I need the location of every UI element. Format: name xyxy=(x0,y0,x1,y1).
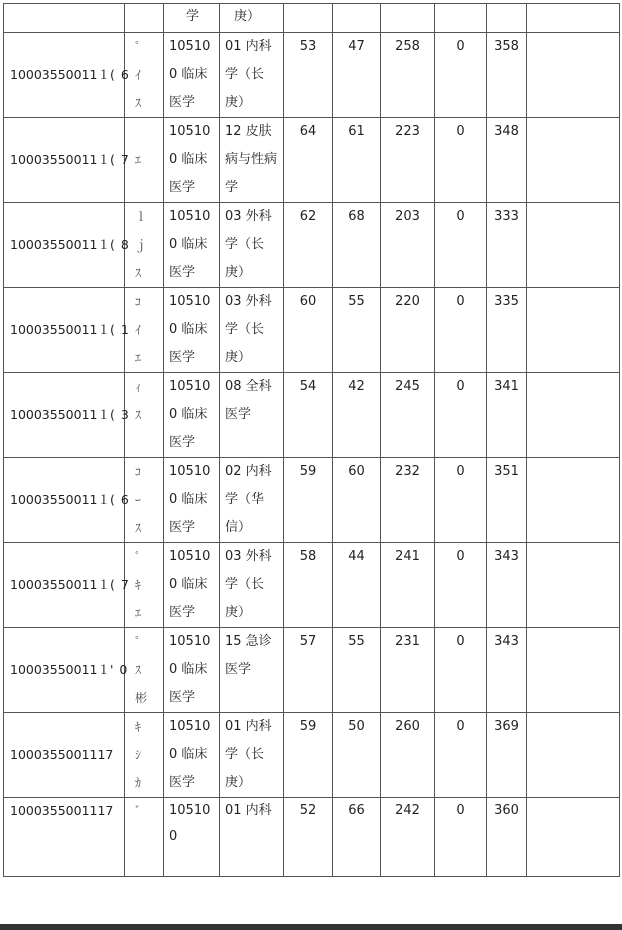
cell-name xyxy=(125,543,164,628)
name-glyph: ｽ xyxy=(135,408,142,422)
cell-score: 0 xyxy=(435,288,487,373)
cell-id xyxy=(4,33,129,118)
cell-id xyxy=(4,543,129,628)
cell-major: 105100 临床医学 xyxy=(164,543,220,628)
cell-name xyxy=(125,458,164,543)
name-glyph: ｺ xyxy=(135,295,142,309)
name-glyph: ｷ xyxy=(135,578,142,592)
name-glyph: ｌ xyxy=(135,210,148,224)
name-glyph: ｴ xyxy=(135,351,142,365)
student-id: 10003550011１( xyxy=(10,152,115,167)
cell-score: 54 xyxy=(284,373,333,458)
cell-score: 0 xyxy=(435,203,487,288)
name-glyph: ｽ xyxy=(135,96,142,110)
cell-direction: 12 皮肤病与性病学 xyxy=(220,118,284,203)
cell-score: 42 xyxy=(333,373,381,458)
cell-total: 343 xyxy=(487,628,527,713)
name-glyph: ｽ xyxy=(135,663,142,677)
cell-id xyxy=(4,4,125,33)
cell-score: 66 xyxy=(333,798,381,877)
cell-score: 61 xyxy=(333,118,381,203)
name-glyph: ｨ xyxy=(135,380,142,394)
cell-major: 105100 xyxy=(164,798,220,877)
cell-total: 351 xyxy=(487,458,527,543)
cell-id xyxy=(4,798,125,877)
name-glyph: ｰ xyxy=(135,493,142,507)
student-id: 10003550011１( xyxy=(10,492,115,507)
cell-score: 0 xyxy=(435,543,487,628)
cell-score: 60 xyxy=(333,458,381,543)
cell-total: 335 xyxy=(487,288,527,373)
cell-score: 55 xyxy=(333,288,381,373)
table-row xyxy=(4,713,620,798)
name-glyph xyxy=(135,824,163,850)
cell-empty xyxy=(527,543,620,628)
cell-score xyxy=(381,4,435,33)
student-id: 10003550011１( xyxy=(10,322,115,337)
cell-score xyxy=(284,4,333,33)
cell-empty xyxy=(527,713,620,798)
cell-direction: 03 外科学（长庚） xyxy=(220,543,284,628)
cell-score: 231 xyxy=(381,628,435,713)
cell-direction: 15 急诊医学 xyxy=(220,628,284,713)
bottom-bar xyxy=(0,924,622,930)
cell-score: 0 xyxy=(435,798,487,877)
cell-total: 333 xyxy=(487,203,527,288)
student-id: 10003550011１( xyxy=(10,407,115,422)
name-glyph: 彬 xyxy=(135,691,148,705)
cell-score xyxy=(435,4,487,33)
cell-total: 369 xyxy=(487,713,527,798)
student-id-suffix: 0 xyxy=(119,662,128,677)
name-glyph: ﾟ xyxy=(135,550,142,564)
cell-direction: 庚） xyxy=(220,4,284,33)
cell-score: 57 xyxy=(284,628,333,713)
cell-total: 360 xyxy=(487,798,527,877)
cell-total: 358 xyxy=(487,33,527,118)
cell-major: 学 xyxy=(164,4,220,33)
cell-score: 260 xyxy=(381,713,435,798)
table-row xyxy=(4,118,620,203)
student-id: 10003550011１' xyxy=(10,662,114,677)
student-id: 1000355001117 xyxy=(10,803,114,818)
name-glyph: ｺ xyxy=(135,465,142,479)
table-row xyxy=(4,543,620,628)
cell-empty xyxy=(527,628,620,713)
cell-direction: 03 外科学（长庚） xyxy=(220,288,284,373)
cell-score: 53 xyxy=(284,33,333,118)
cell-score: 203 xyxy=(381,203,435,288)
cell-name xyxy=(125,373,164,458)
cell-name xyxy=(125,713,164,798)
name-glyph: ｲ xyxy=(135,323,142,337)
cell-major: 105100 临床医学 xyxy=(164,628,220,713)
cell-id xyxy=(4,118,129,203)
cell-id xyxy=(4,203,129,288)
score-table xyxy=(3,3,620,877)
cell-score: 258 xyxy=(381,33,435,118)
cell-major: 105100 临床医学 xyxy=(164,203,220,288)
cell-score: 245 xyxy=(381,373,435,458)
cell-score: 59 xyxy=(284,458,333,543)
name-glyph: ﾞ xyxy=(135,804,142,818)
cell-score: 62 xyxy=(284,203,333,288)
cell-name xyxy=(125,628,164,713)
cell-major: 105100 临床医学 xyxy=(164,373,220,458)
cell-score: 0 xyxy=(435,458,487,543)
cell-score: 0 xyxy=(435,373,487,458)
cell-id xyxy=(4,628,128,713)
table-row xyxy=(4,798,620,877)
cell-score: 47 xyxy=(333,33,381,118)
student-id-suffix: 6 xyxy=(120,67,129,82)
cell-score: 0 xyxy=(435,628,487,713)
cell-score: 44 xyxy=(333,543,381,628)
cell-empty xyxy=(527,373,620,458)
cell-score: 58 xyxy=(284,543,333,628)
name-glyph: ｼ xyxy=(135,748,142,762)
cell-score: 52 xyxy=(284,798,333,877)
cell-score: 232 xyxy=(381,458,435,543)
cell-score: 0 xyxy=(435,33,487,118)
name-glyph xyxy=(135,429,163,457)
cell-id xyxy=(4,458,129,543)
student-id: 1000355001117 xyxy=(10,747,114,762)
name-glyph xyxy=(135,174,163,202)
cell-empty xyxy=(527,288,620,373)
cell-empty xyxy=(527,458,620,543)
name-glyph: ｽ xyxy=(135,521,142,535)
cell-empty xyxy=(527,33,620,118)
name-glyph: ﾟ xyxy=(135,635,142,649)
student-id-suffix: 3 xyxy=(120,407,129,422)
name-glyph xyxy=(135,850,163,876)
name-glyph: ｲ xyxy=(135,68,142,82)
cell-name xyxy=(125,203,164,288)
cell-direction: 01 内科学（长庚） xyxy=(220,713,284,798)
cell-major: 105100 临床医学 xyxy=(164,118,220,203)
cell-empty xyxy=(527,118,620,203)
cell-score: 60 xyxy=(284,288,333,373)
student-id-suffix: 6 xyxy=(120,492,129,507)
cell-total: 348 xyxy=(487,118,527,203)
cell-name xyxy=(125,33,164,118)
cell-direction: 01 内科学（长庚） xyxy=(220,33,284,118)
cell-direction: 01 内科 xyxy=(220,798,284,877)
table-row xyxy=(4,458,620,543)
cell-id xyxy=(4,373,129,458)
name-glyph: ﾟ xyxy=(135,40,142,54)
student-id-suffix: 7 xyxy=(120,152,129,167)
student-id-suffix: 7 xyxy=(120,577,129,592)
cell-score: 241 xyxy=(381,543,435,628)
table-row xyxy=(4,288,620,373)
cell-name xyxy=(125,118,164,203)
cell-score: 68 xyxy=(333,203,381,288)
cell-direction: 08 全科医学 xyxy=(220,373,284,458)
cell-total xyxy=(487,4,527,33)
student-id-suffix: 8 xyxy=(120,237,129,252)
cell-major: 105100 临床医学 xyxy=(164,33,220,118)
cell-score xyxy=(333,4,381,33)
cell-direction: 02 内科学（华信） xyxy=(220,458,284,543)
cell-direction: 03 外科学（长庚） xyxy=(220,203,284,288)
name-glyph xyxy=(135,118,163,146)
cell-id xyxy=(4,288,129,373)
cell-empty xyxy=(527,4,620,33)
table-row xyxy=(4,628,620,713)
cell-score: 59 xyxy=(284,713,333,798)
cell-major: 105100 临床医学 xyxy=(164,288,220,373)
cell-score: 64 xyxy=(284,118,333,203)
name-glyph: ｴ xyxy=(135,153,142,167)
cell-major: 105100 临床医学 xyxy=(164,713,220,798)
table-row-partial-top xyxy=(4,4,620,33)
cell-score: 50 xyxy=(333,713,381,798)
cell-total: 341 xyxy=(487,373,527,458)
cell-score: 220 xyxy=(381,288,435,373)
cell-score: 242 xyxy=(381,798,435,877)
name-glyph: ｊ xyxy=(135,238,148,252)
table-row xyxy=(4,203,620,288)
student-id: 10003550011１( xyxy=(10,577,115,592)
name-glyph: ｷ xyxy=(135,720,142,734)
cell-score: 0 xyxy=(435,713,487,798)
cell-total: 343 xyxy=(487,543,527,628)
student-id: 10003550011１( xyxy=(10,237,115,252)
name-glyph: ｴ xyxy=(135,606,142,620)
cell-name xyxy=(125,4,164,33)
name-glyph: ｶ xyxy=(135,776,142,790)
student-id-suffix: 1 xyxy=(120,322,129,337)
cell-major: 105100 临床医学 xyxy=(164,458,220,543)
cell-name xyxy=(125,798,164,877)
cell-score: 0 xyxy=(435,118,487,203)
cell-name xyxy=(125,288,164,373)
cell-empty xyxy=(527,798,620,877)
cell-score: 223 xyxy=(381,118,435,203)
table-row xyxy=(4,373,620,458)
cell-id xyxy=(4,713,125,798)
cell-score: 55 xyxy=(333,628,381,713)
student-id: 10003550011１( xyxy=(10,67,115,82)
name-glyph: ｽ xyxy=(135,266,142,280)
table-row xyxy=(4,33,620,118)
cell-empty xyxy=(527,203,620,288)
